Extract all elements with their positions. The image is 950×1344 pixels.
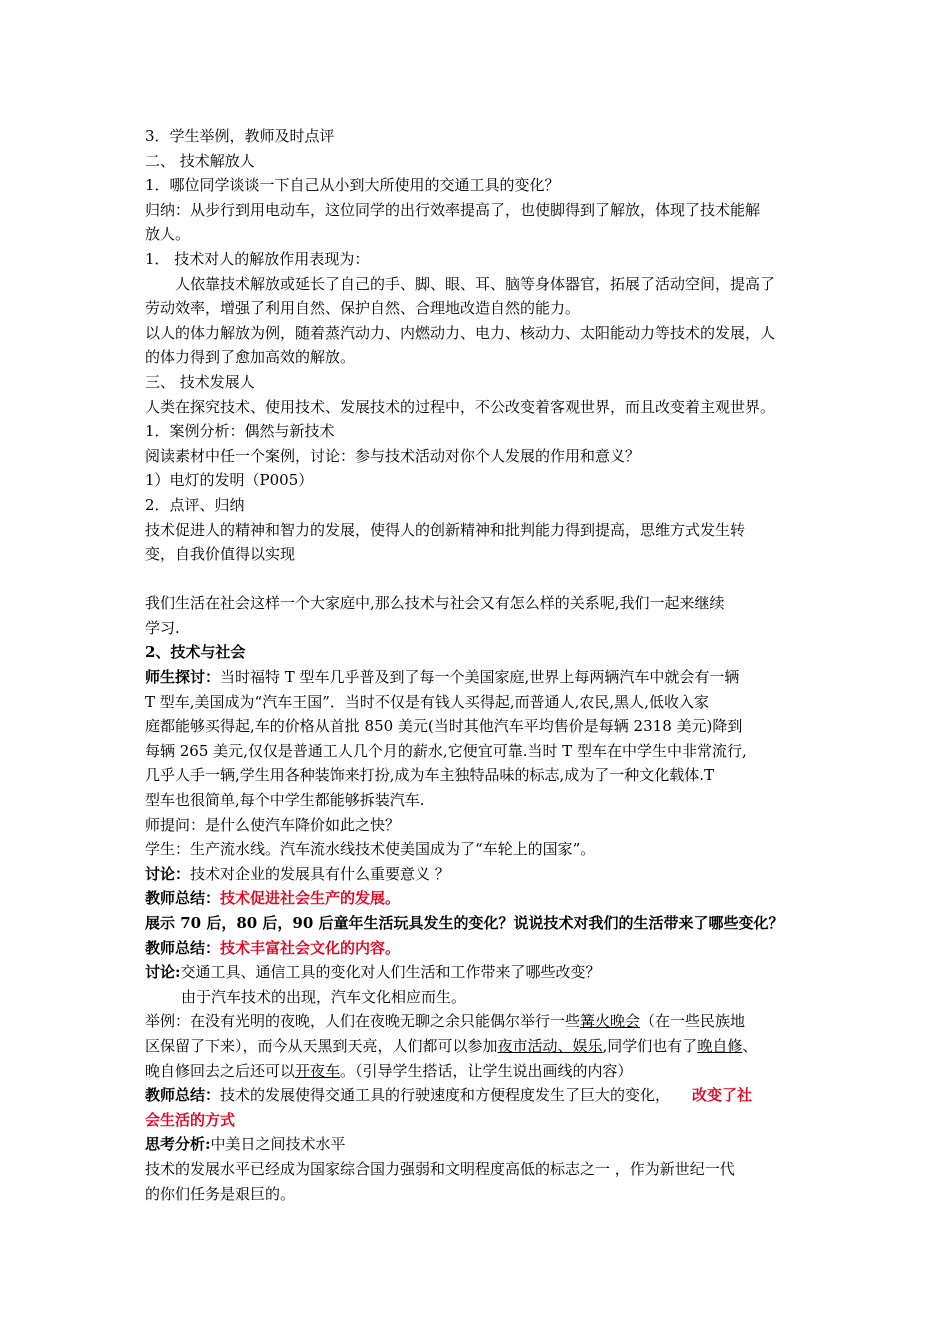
text-line: 3．学生举例，教师及时点评 bbox=[145, 127, 335, 145]
text-line bbox=[145, 1034, 825, 1059]
text-span: 、 bbox=[742, 1036, 758, 1055]
text-line: 师提问：是什么使汽车降价如此之快？ bbox=[145, 815, 401, 834]
text-line: 人类在探究技术、使用技术、发展技术的过程中，不公改变着客观世界，而且改变着主观世界。 bbox=[145, 397, 776, 416]
blank-line bbox=[145, 567, 825, 592]
bold-label: 讨论： bbox=[145, 864, 191, 883]
text-line bbox=[145, 960, 825, 985]
text-line: 学习. bbox=[145, 618, 180, 637]
text-line bbox=[145, 1009, 825, 1034]
text-line: 归纳：从步行到用电动车，这位同学的出行效率提高了，也使脚得到了解放，体现了技术能解 bbox=[145, 200, 761, 219]
text-span: 交通工具、通信工具的变化对人们生活和工作带来了哪些改变？ bbox=[180, 963, 601, 982]
text-line: 劳动效率，增强了利用自然、保护自然、合理地改造自然的能力。 bbox=[145, 299, 581, 318]
underlined-text: 夜市活动、娱乐 bbox=[497, 1036, 603, 1055]
text-line: 技术的发展水平已经成为国家综合国力强弱和文明程度高低的标志之一 ，作为新世纪一代 bbox=[145, 1159, 735, 1178]
text-line bbox=[145, 936, 825, 961]
text-line: 放人。 bbox=[145, 225, 191, 244]
section-heading: 2、技术与社会 bbox=[145, 643, 246, 662]
underlined-text: 开夜车 bbox=[295, 1061, 341, 1080]
text-span: 晚自修回去之后还可以 bbox=[145, 1061, 296, 1080]
text-line: 几乎人手一辆,学生用各种装饰来打扮,成为车主独特品味的标志,成为了一种文化载体.T bbox=[145, 766, 715, 785]
text-line bbox=[145, 1059, 825, 1084]
text-span: 技术对企业的发展具有什么重要意义 ？ bbox=[190, 864, 450, 883]
text-line bbox=[145, 1132, 825, 1157]
bold-label: 教师总结： bbox=[145, 1086, 221, 1105]
text-line: 学生：生产流水线。汽车流水线技术使美国成为了“车轮上的国家”。 bbox=[145, 840, 596, 859]
text-span: 举例：在没有光明的夜晚，人们在夜晚无聊之余只能偶尔举行一些 bbox=[145, 1012, 581, 1031]
text-span: 技术的发展使得交通工具的行驶速度和方便程度发生了巨大的变化， bbox=[220, 1086, 671, 1105]
text-line: T 型车,美国成为“汽车王国”．当时不仅是有钱人买得起,而普通人,农民,黑人,低收入家 bbox=[145, 692, 709, 711]
text-line: 1．案例分析：偶然与新技术 bbox=[145, 422, 335, 441]
document-page bbox=[145, 124, 825, 1206]
text-line: 型车也很简单,每个中学生都能够拆装汽车. bbox=[145, 791, 425, 810]
text-line bbox=[145, 1083, 825, 1108]
bold-label: 教师总结： bbox=[145, 889, 221, 908]
text-line: 由于汽车技术的出现，汽车文化相应而生。 bbox=[181, 987, 467, 1006]
text-line: 我们生活在社会这样一个大家庭中,那么技术与社会又有怎么样的关系呢,我们一起来继续 bbox=[145, 594, 725, 613]
text-span: 区保留了下来），而今从天黑到天亮，人们都可以参加 bbox=[145, 1036, 498, 1055]
text-line: 1． 技术对人的解放作用表现为： bbox=[145, 249, 370, 268]
text-line: 人依靠技术解放或延长了自己的手、脚、眼、耳、脑等身体器官，拓展了活动空间，提高了 bbox=[175, 274, 776, 293]
underlined-text: 篝火晚会 bbox=[580, 1012, 641, 1031]
bold-label: 思考分析: bbox=[145, 1135, 211, 1154]
bold-label: 师生探讨： bbox=[145, 668, 221, 687]
text-line: 1．哪位同学谈谈一下自己从小到大所使用的交通工具的变化？ bbox=[145, 176, 560, 195]
text-span: ,同学们也有了 bbox=[602, 1036, 698, 1055]
text-line: 以人的体力解放为例，随着蒸汽动力、内燃动力、电力、核动力、太阳能动力等技术的发展，人 bbox=[145, 323, 776, 342]
text-line bbox=[145, 862, 825, 887]
text-line: 技术促进人的精神和智力的发展，使得人的创新精神和批判能力得到提高，思维方式发生转 bbox=[145, 520, 746, 539]
section-heading: 二、 技术解放人 bbox=[145, 151, 255, 170]
section-heading: 三、 技术发展人 bbox=[145, 372, 255, 391]
text-span: 当时福特 T 型车几乎普及到了每一个美国家庭,世界上每两辆汽车中就会有一辆 bbox=[220, 668, 740, 687]
text-line bbox=[145, 1108, 825, 1133]
text-line: 2．点评、归纳 bbox=[145, 495, 245, 514]
underlined-text: 晚自修 bbox=[697, 1036, 743, 1055]
red-emphasis: 技术促进社会生产的发展。 bbox=[220, 889, 401, 908]
red-emphasis: 会生活的方式 bbox=[145, 1110, 236, 1129]
text-span: 。（引导学生搭话，让学生说出画线的内容） bbox=[340, 1061, 633, 1080]
text-line bbox=[145, 665, 825, 690]
red-emphasis: 改变了社 bbox=[692, 1086, 753, 1105]
text-line: 展示 70 后，80 后，90 后童年生活玩具发生的变化？说说技术对我们的生活带来了哪些变化？ bbox=[145, 914, 784, 932]
text-line: 的你们任务是艰巨的。 bbox=[145, 1184, 296, 1203]
text-span: （在一些民族地 bbox=[640, 1012, 746, 1031]
text-line: 庭都能够买得起,车的价格从首批 850 美元(当时其他汽车平均售价是每辆 2318 美元)降到 bbox=[145, 717, 743, 736]
text-line: 变，自我价值得以实现 bbox=[145, 545, 296, 564]
text-line: 阅读素材中任一个案例，讨论：参与技术活动对你个人发展的作用和意义？ bbox=[145, 446, 641, 465]
text-line: 每辆 265 美元,仅仅是普通工人几个月的薪水,它便宜可靠.当时 T 型车在中学生中非常流行, bbox=[145, 741, 747, 760]
text-line: 1）电灯的发明（P005） bbox=[145, 471, 314, 490]
bold-label: 教师总结： bbox=[145, 938, 221, 957]
text-line bbox=[145, 886, 825, 911]
bold-label: 讨论: bbox=[145, 963, 181, 982]
text-line: 的体力得到了愈加高效的解放。 bbox=[145, 348, 356, 367]
text-span: 中美日之间技术水平 bbox=[210, 1135, 346, 1154]
red-emphasis: 技术丰富社会文化的内容。 bbox=[220, 938, 401, 957]
